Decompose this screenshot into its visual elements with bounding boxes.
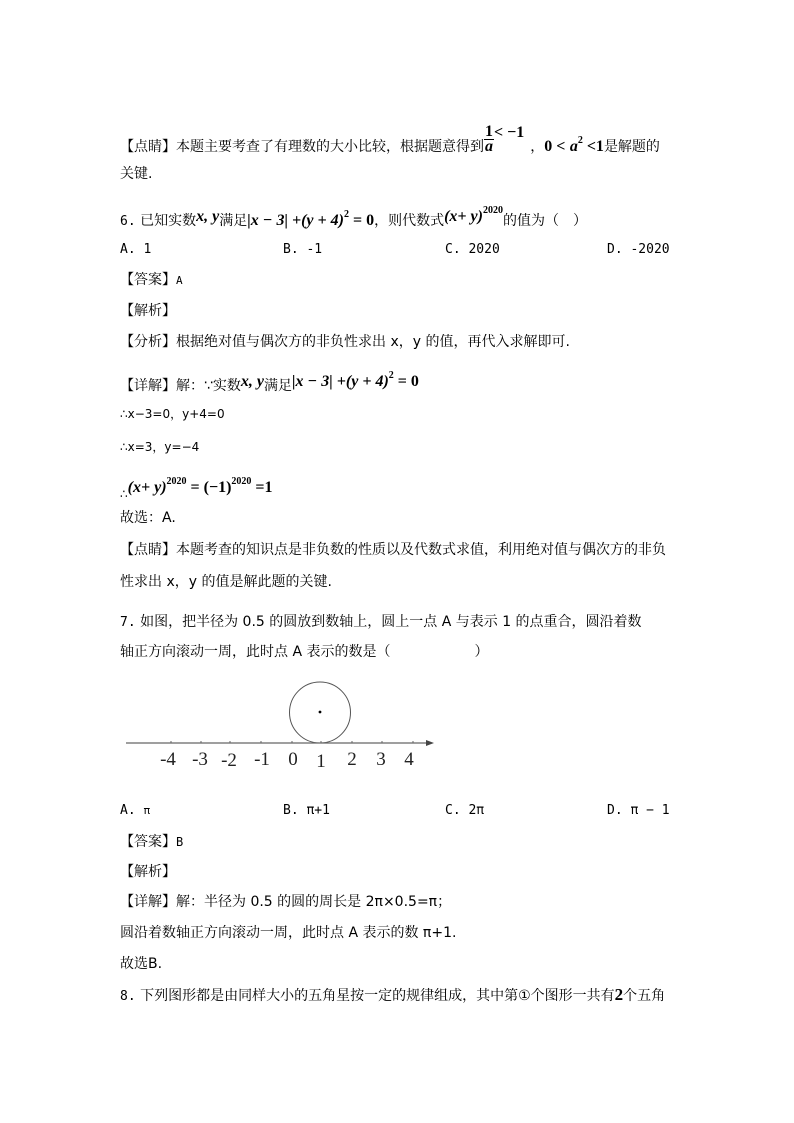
q6-option-a: A. 1: [120, 242, 152, 257]
svg-text:-4: -4: [160, 749, 176, 770]
q7-xiangjie-line1: 【详解】解：半径为 0.5 的圆的周长是 2π×0.5=π；: [120, 894, 452, 910]
q7-xiangjie-line2: 圆沿着数轴正方向滚动一周，此时点 A 表示的数 π+1.: [120, 925, 457, 941]
question-number: 6.: [120, 214, 136, 229]
q6-answer: 【答案】A: [120, 272, 183, 288]
circle: [290, 682, 351, 743]
q6-analysis-label: 【解析】: [120, 303, 176, 319]
q6-step2: ∴x=3，y=−4: [120, 440, 200, 454]
q7-stem-line2: 轴正方向滚动一周，此时点 A 表示的数是（ ）: [120, 644, 489, 660]
svg-text:-1: -1: [254, 749, 270, 770]
svg-text:3: 3: [376, 749, 386, 770]
q6-option-b: B. -1: [283, 242, 323, 257]
q6-stem: 6. 已知实数x, y满足$|x - 3| +(y + 4)^2 = 0$，则代数式$(x+ y)^{2020}$的值为（ ）: [120, 205, 587, 229]
q6-step3: ∴(x+ $y)^{2020} = (-1)^{2020} =1$: [120, 476, 273, 501]
svg-text:-3: -3: [192, 749, 208, 770]
svg-text:4: 4: [404, 749, 414, 770]
q5-dianjing-line1: 【点睛】本题主要考查了有理数的大小比较，根据题意得到 $\frac{1}{a}$ < −1，$0 < a^2 <1$是解题的: [120, 122, 660, 155]
dianjing-label: 【点睛】: [120, 139, 176, 155]
q7-answer: 【答案】B: [120, 834, 184, 850]
q6-dianjing-line2: 性求出 x，y 的值是解此题的关键.: [120, 574, 332, 590]
axis: [126, 740, 434, 746]
q6-step1: ∴x−3=0，y+4=0: [120, 407, 225, 421]
q6-choice: 故选：A.: [120, 510, 176, 526]
q7-option-a: A. π: [120, 803, 151, 818]
svg-text:2: 2: [347, 749, 357, 770]
fraction-1-over-a: $\frac{1}{a}$: [485, 122, 493, 155]
svg-text:0: 0: [288, 749, 298, 770]
q5-dianjing-line2: 关键.: [120, 166, 153, 182]
svg-text:-2: -2: [221, 750, 237, 771]
svg-text:1: 1: [316, 751, 326, 772]
q7-stem-line1: 7. 如图，把半径为 0.5 的圆放到数轴上，圆上一点 A 与表示 1 的点重合，圆沿着数: [120, 614, 642, 630]
q6-option-c: C. 2020: [445, 242, 500, 257]
q7-option-b: B. π+1: [283, 803, 330, 818]
q8-stem: 8. 下列图形都是由同样大小的五角星按一定的规律组成，其中第①个图形一共有2个五角: [120, 985, 666, 1004]
q7-option-c: C. 2π: [445, 803, 485, 818]
q6-xiangjie: 【详解】解：∵实数x, y满足$|x - 3| +(y + 4)^2 = 0$: [120, 370, 419, 394]
q7-analysis-label: 【解析】: [120, 864, 176, 880]
q7-option-d: D. π − 1: [607, 803, 670, 818]
q6-option-d: D. -2020: [607, 242, 670, 257]
q6-dianjing-line1: 【点睛】本题考查的知识点是非负数的性质以及代数式求值，利用绝对值与偶次方的非负: [120, 542, 666, 558]
q7-choice: 故选B.: [120, 956, 163, 972]
tick-labels: [160, 749, 414, 772]
q6-fenxi: 【分析】根据绝对值与偶次方的非负性求出 x，y 的值，再代入求解即可.: [120, 334, 570, 350]
